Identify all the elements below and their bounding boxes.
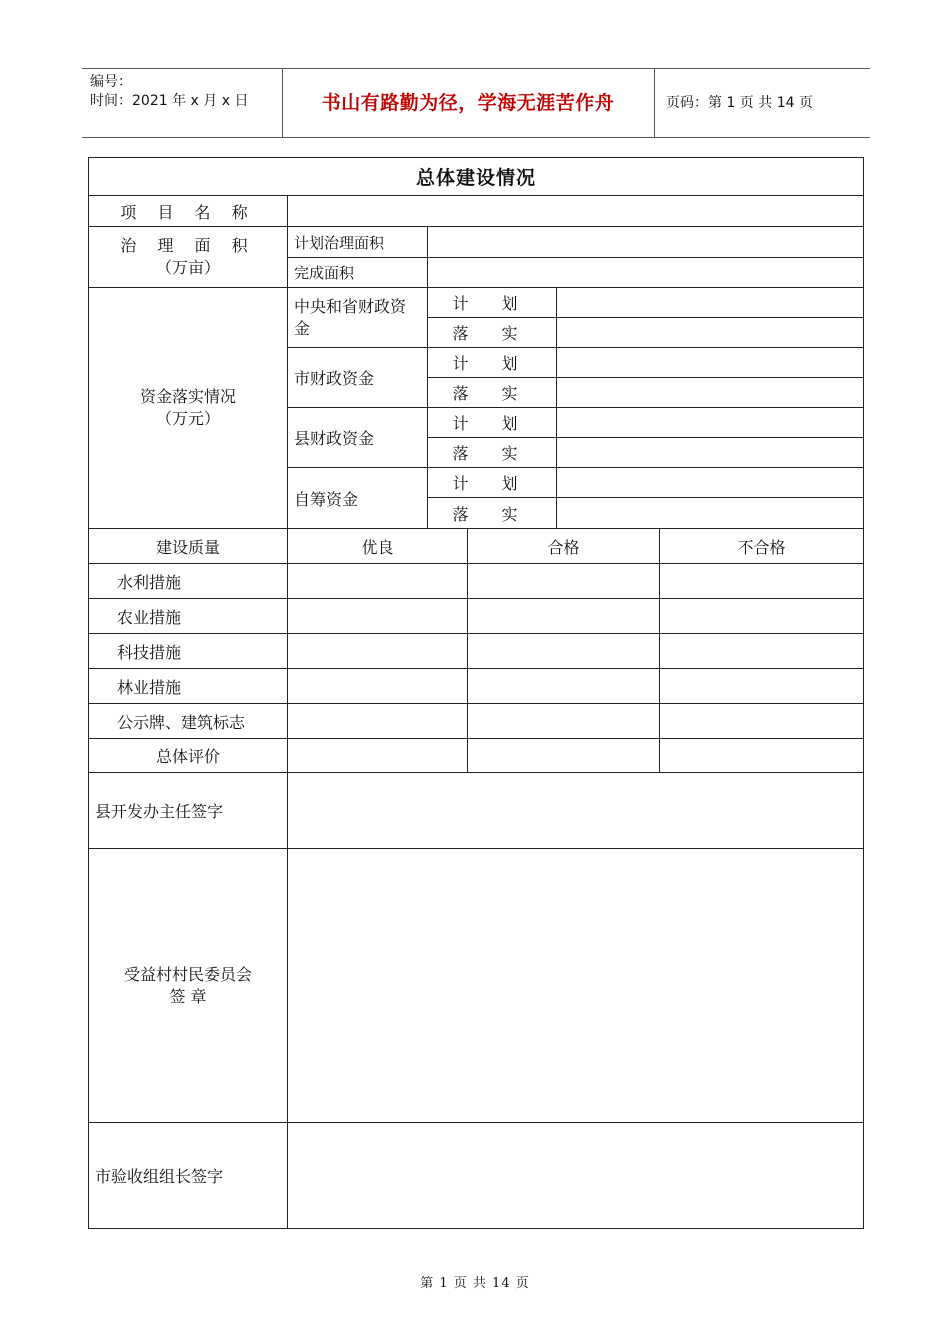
- construction-summary-table: [88, 157, 864, 1229]
- quality-column-excellent: 优良: [288, 529, 468, 564]
- quality-cell-pass[interactable]: [468, 669, 660, 704]
- quality-row-label: 水利措施: [89, 564, 288, 599]
- funding-source-county: 县财政资金: [288, 408, 428, 468]
- header-motto: 书山有路勤为径，学海无涯苦作舟: [321, 92, 615, 114]
- city-leader-signature-label: 市验收组组长签字: [89, 1123, 288, 1229]
- quality-cell-excellent[interactable]: [288, 704, 468, 739]
- planned-area-field[interactable]: [428, 227, 864, 258]
- page-header: [82, 68, 870, 138]
- quality-cell-excellent[interactable]: [288, 564, 468, 599]
- quality-cell-excellent[interactable]: [288, 739, 468, 773]
- completed-area-field[interactable]: [428, 258, 864, 288]
- quality-cell-fail[interactable]: [660, 564, 864, 599]
- county-director-signature-field[interactable]: [288, 773, 864, 849]
- quality-cell-fail[interactable]: [660, 634, 864, 669]
- village-committee-label-cell: [89, 849, 288, 1123]
- quality-column-pass: 合格: [468, 529, 660, 564]
- funding-label-cell: [89, 288, 288, 529]
- quality-label: 建设质量: [89, 529, 288, 564]
- document-date: 时间：2021 年 x 月 x 日: [90, 93, 249, 109]
- header-page-code: 页码：第 1 页 共 14 页: [666, 95, 813, 111]
- form-title: 总体建设情况: [89, 158, 864, 196]
- completed-area-label: 完成面积: [288, 258, 428, 288]
- funding-actual-field[interactable]: [557, 378, 864, 408]
- quality-row-label: 科技措施: [89, 634, 288, 669]
- funding-unit: （万元）: [155, 409, 220, 428]
- quality-cell-fail[interactable]: [660, 669, 864, 704]
- funding-actual-field[interactable]: [557, 438, 864, 468]
- document-number-label: 编号：: [90, 74, 132, 90]
- quality-cell-pass[interactable]: [468, 704, 660, 739]
- header-divider: [654, 69, 655, 137]
- area-unit: （万亩）: [155, 258, 220, 277]
- quality-cell-pass[interactable]: [468, 599, 660, 634]
- quality-row-label: 农业措施: [89, 599, 288, 634]
- funding-plan-label: 计 划: [428, 408, 557, 438]
- quality-row-label: 公示牌、建筑标志: [89, 704, 288, 739]
- quality-cell-pass[interactable]: [468, 564, 660, 599]
- planned-area-label: 计划治理面积: [288, 227, 428, 258]
- funding-actual-field[interactable]: [557, 498, 864, 529]
- page-footer: 第 1 页 共 14 页: [420, 1276, 530, 1291]
- village-committee-label: 受益村村民委员会: [123, 964, 252, 984]
- funding-plan-field[interactable]: [557, 348, 864, 378]
- quality-cell-fail[interactable]: [660, 739, 864, 773]
- quality-cell-excellent[interactable]: [288, 634, 468, 669]
- quality-cell-pass[interactable]: [468, 739, 660, 773]
- quality-column-fail: 不合格: [660, 529, 864, 564]
- funding-actual-label: 落 实: [428, 498, 557, 529]
- funding-plan-field[interactable]: [557, 408, 864, 438]
- funding-plan-label: 计 划: [428, 468, 557, 498]
- project-name-field[interactable]: [288, 196, 864, 227]
- funding-plan-label: 计 划: [428, 288, 557, 318]
- funding-actual-label: 落 实: [428, 438, 557, 468]
- project-name-label: 项 目 名 称: [89, 196, 288, 227]
- quality-cell-fail[interactable]: [660, 704, 864, 739]
- village-committee-seal-label: 签 章: [169, 986, 207, 1006]
- funding-plan-field[interactable]: [557, 468, 864, 498]
- quality-cell-fail[interactable]: [660, 599, 864, 634]
- quality-cell-pass[interactable]: [468, 634, 660, 669]
- funding-source-self-raised: 自筹资金: [288, 468, 428, 529]
- funding-actual-label: 落 实: [428, 378, 557, 408]
- area-label: 治 理 面 积: [120, 236, 256, 255]
- funding-source-city: 市财政资金: [288, 348, 428, 408]
- funding-plan-field[interactable]: [557, 288, 864, 318]
- city-leader-signature-field[interactable]: [288, 1123, 864, 1229]
- county-director-signature-label: 县开发办主任签字: [89, 773, 288, 849]
- funding-plan-label: 计 划: [428, 348, 557, 378]
- funding-label: 资金落实情况: [139, 387, 236, 406]
- quality-row-label: 林业措施: [89, 669, 288, 704]
- funding-actual-field[interactable]: [557, 318, 864, 348]
- village-committee-seal-field[interactable]: [288, 849, 864, 1123]
- header-meta: [90, 73, 248, 111]
- quality-cell-excellent[interactable]: [288, 599, 468, 634]
- area-label-cell: [89, 227, 288, 288]
- quality-cell-excellent[interactable]: [288, 669, 468, 704]
- funding-source-central-provincial: 中央和省财政资金: [288, 288, 428, 348]
- funding-actual-label: 落 实: [428, 318, 557, 348]
- quality-row-label: 总体评价: [89, 739, 288, 773]
